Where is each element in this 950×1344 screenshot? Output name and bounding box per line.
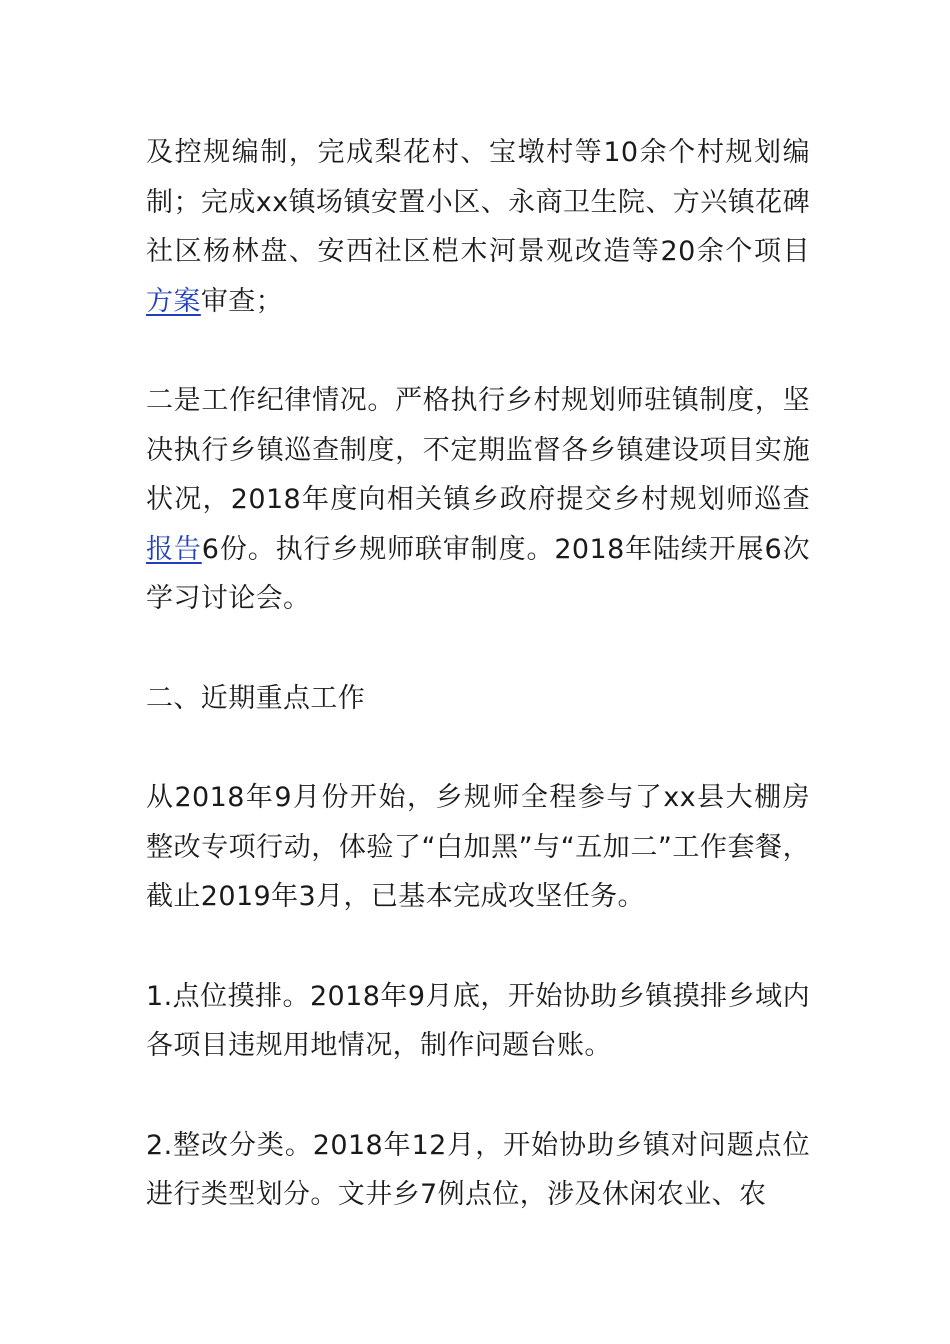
plan-link[interactable]: 方案 — [146, 285, 201, 317]
paragraph-work-discipline — [146, 376, 810, 624]
paragraph-text: 二是工作纪律情况。严格执行乡村规划师驻镇制度，坚决执行乡镇巡查制度，不定期监督各乡镇建设项目实施状况，2018年度向相关镇乡政府提交乡村规划师巡查 — [146, 385, 810, 515]
paragraph-point-survey: 1.点位摸排。2018年9月底，开始协助乡镇摸排乡域内各项目违规用地情况，制作问题台账。 — [146, 980, 810, 1061]
paragraph-text: 审查； — [200, 285, 284, 317]
paragraph-text: 及控规编制，完成梨花村、宝墩村等10余个村规划编制；完成xx镇场镇安置小区、永商卫生院、方兴镇花碑社区杨林盘、安西社区桤木河景观改造等20余个项目 — [146, 137, 810, 267]
paragraph-rectification-classification: 2.整改分类。2018年12月，开始协助乡镇对问题点位进行类型划分。文井乡7例点位，涉及休闲农业、农 — [146, 1129, 810, 1210]
paragraph-special-action: 从2018年9月份开始，乡规师全程参与了xx县大棚房整改专项行动，体验了“白加黑”与“五加二”工作套餐，截止2019年3月，已基本完成攻坚任务。 — [146, 782, 810, 912]
paragraph-plan-review — [146, 128, 810, 326]
document-page — [146, 128, 810, 1220]
paragraph-text: 6份。执行乡规师联审制度。2018年陆续开展6次学习讨论会。 — [146, 533, 810, 614]
report-link[interactable]: 报告 — [146, 533, 202, 565]
section-heading: 二、近期重点工作 — [146, 682, 366, 714]
